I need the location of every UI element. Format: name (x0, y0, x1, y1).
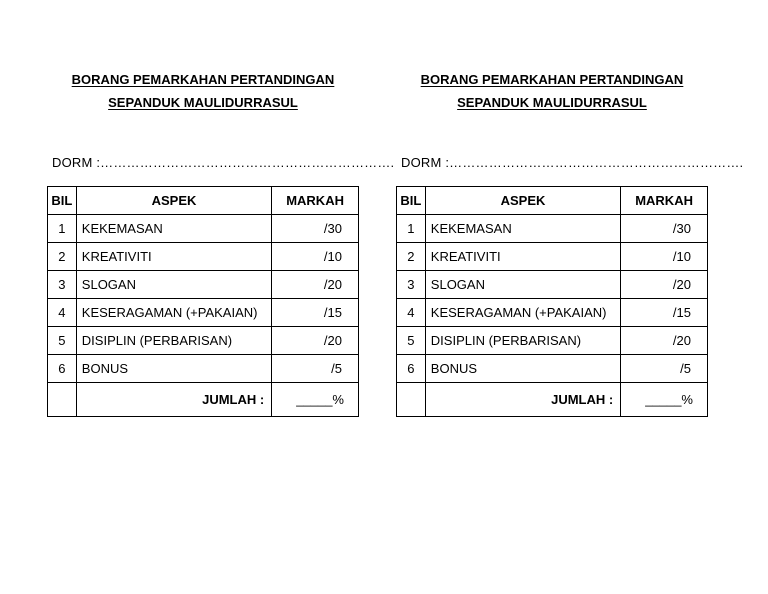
row-markah: /15 (621, 299, 708, 327)
row-aspek: KREATIVITI (425, 243, 620, 271)
row-markah: /20 (621, 327, 708, 355)
total-empty-cell (397, 383, 426, 417)
header-bil: BIL (397, 187, 426, 215)
table-row (48, 355, 359, 383)
form-title-line2: SEPANDUK MAULIDURRASUL (108, 95, 298, 110)
table-row (397, 355, 708, 383)
row-bil: 5 (48, 327, 77, 355)
total-row (397, 383, 708, 417)
total-row (48, 383, 359, 417)
table-row (48, 243, 359, 271)
header-aspek: ASPEK (76, 187, 271, 215)
table-row (397, 327, 708, 355)
table-row (397, 243, 708, 271)
form-title (47, 68, 359, 114)
row-aspek: KREATIVITI (76, 243, 271, 271)
row-aspek: SLOGAN (425, 271, 620, 299)
row-markah: /30 (272, 215, 359, 243)
table-row (397, 299, 708, 327)
row-bil: 6 (48, 355, 77, 383)
row-bil: 1 (48, 215, 77, 243)
total-label: JUMLAH : (76, 383, 271, 417)
row-aspek: DISIPLIN (PERBARISAN) (425, 327, 620, 355)
scoring-table (47, 186, 359, 417)
table-header-row (397, 187, 708, 215)
table-row (48, 327, 359, 355)
form-title-line2: SEPANDUK MAULIDURRASUL (457, 95, 647, 110)
row-bil: 1 (397, 215, 426, 243)
row-bil: 2 (48, 243, 77, 271)
table-header-row (48, 187, 359, 215)
header-markah: MARKAH (272, 187, 359, 215)
row-bil: 6 (397, 355, 426, 383)
row-aspek: BONUS (76, 355, 271, 383)
total-label: JUMLAH : (425, 383, 620, 417)
header-aspek: ASPEK (425, 187, 620, 215)
row-markah: /20 (621, 271, 708, 299)
header-bil: BIL (48, 187, 77, 215)
total-empty-cell (48, 383, 77, 417)
row-aspek: DISIPLIN (PERBARISAN) (76, 327, 271, 355)
form-title-line1: BORANG PEMARKAHAN PERTANDINGAN (420, 72, 684, 87)
row-markah: /20 (272, 327, 359, 355)
total-mark: _____% (272, 383, 359, 417)
row-bil: 4 (397, 299, 426, 327)
form-title (396, 68, 708, 114)
scoring-table (396, 186, 708, 417)
total-mark: _____% (621, 383, 708, 417)
row-bil: 4 (48, 299, 77, 327)
row-markah: /20 (272, 271, 359, 299)
table-row (48, 271, 359, 299)
table-row (397, 215, 708, 243)
row-markah: /5 (621, 355, 708, 383)
row-markah: /5 (272, 355, 359, 383)
row-markah: /10 (621, 243, 708, 271)
table-row (48, 299, 359, 327)
row-aspek: KEKEMASAN (425, 215, 620, 243)
dorm-field: DORM :…………………………………………………………. (52, 155, 395, 170)
row-aspek: KEKEMASAN (76, 215, 271, 243)
form-title-line1: BORANG PEMARKAHAN PERTANDINGAN (71, 72, 335, 87)
row-markah: /10 (272, 243, 359, 271)
dorm-field: DORM :…………………………………………………………. (401, 155, 744, 170)
row-aspek: KESERAGAMAN (+PAKAIAN) (425, 299, 620, 327)
row-bil: 3 (48, 271, 77, 299)
row-bil: 5 (397, 327, 426, 355)
row-aspek: SLOGAN (76, 271, 271, 299)
header-markah: MARKAH (621, 187, 708, 215)
row-aspek: BONUS (425, 355, 620, 383)
row-markah: /30 (621, 215, 708, 243)
row-aspek: KESERAGAMAN (+PAKAIAN) (76, 299, 271, 327)
row-bil: 3 (397, 271, 426, 299)
row-markah: /15 (272, 299, 359, 327)
table-row (397, 271, 708, 299)
table-row (48, 215, 359, 243)
row-bil: 2 (397, 243, 426, 271)
scoring-form-left (47, 68, 395, 407)
scoring-form-right (396, 68, 744, 407)
